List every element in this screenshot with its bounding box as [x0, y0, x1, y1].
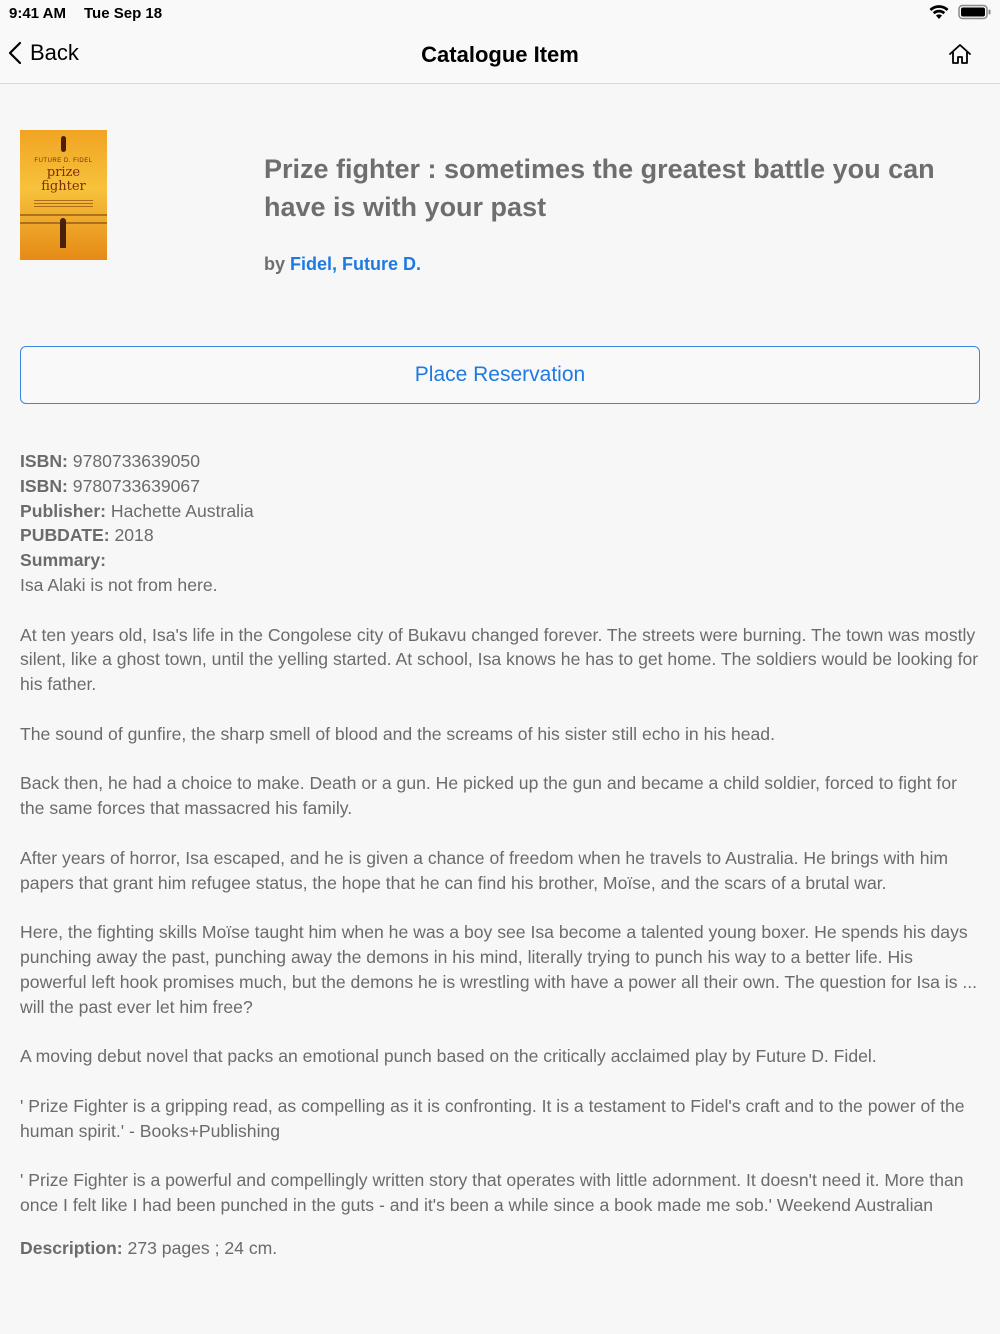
book-title: Prize fighter : sometimes the greatest battle you can have is with your past — [264, 154, 935, 222]
back-label: Back — [30, 40, 79, 65]
battery-icon — [958, 4, 992, 20]
cover-rope — [20, 214, 107, 216]
home-icon — [948, 42, 972, 66]
isbn-value: 9780733639067 — [72, 475, 200, 496]
publisher-value: Hachette Australia — [110, 500, 254, 521]
description-row: Description: 273 pages ; 24 cm. — [20, 1237, 278, 1258]
summary-paragraph: ' Prize Fighter is a powerful and compellingly written story that operates with little adornment. It doesn't need it. More than once I felt like I had been punched in the guts - and it's been a while since a book made me sob.' Weekend Australian — [20, 1170, 964, 1215]
status-bar — [0, 0, 1000, 28]
byline — [264, 254, 421, 275]
item-details — [20, 449, 982, 1261]
description-value: 273 pages ; 24 cm. — [127, 1237, 278, 1258]
summary-paragraph: The sound of gunfire, the sharp smell of blood and the screams of his sister still echo in his head. — [20, 723, 775, 744]
summary-paragraph: At ten years old, Isa's life in the Congolese city of Bukavu changed forever. The streets were burning. The town was mostly silent, like a ghost town, until the yelling started. At school, Isa knows he has to get home. The soldiers would be looking for his father. — [20, 624, 979, 695]
publisher-row: Publisher: Hachette Australia — [20, 500, 254, 521]
pubdate-value: 2018 — [114, 525, 154, 546]
wifi-icon — [928, 4, 950, 20]
cover-figure-top — [61, 136, 66, 152]
place-reservation-button[interactable]: Place Reservation — [20, 346, 980, 404]
status-icons — [928, 4, 992, 20]
cover-blurb — [34, 200, 93, 210]
summary-paragraph: A moving debut novel that packs an emotional punch based on the critically acclaimed play by Future D. Fidel. — [20, 1046, 877, 1067]
by-prefix: by — [264, 254, 286, 274]
pubdate-row: PUBDATE: 2018 — [20, 525, 154, 546]
cover-title: prize fighter — [41, 165, 86, 194]
isbn-row: ISBN: 9780733639067 — [20, 475, 200, 496]
status-time: 9:41 AM — [9, 5, 66, 22]
cover-author: FUTURE D. FIDEL — [34, 158, 93, 164]
summary-paragraph: After years of horror, Isa escaped, and he is given a chance of freedom when he travels to Australia. He brings with him papers that grant him refugee status, the hope that he can find his brother, Moïse, and the scars of a brutal war. — [20, 847, 949, 893]
home-button[interactable] — [948, 42, 972, 71]
book-cover — [20, 130, 107, 260]
isbn-row: ISBN: 9780733639050 — [20, 451, 200, 471]
isbn-value: 9780733639050 — [72, 451, 200, 471]
author-link[interactable]: Fidel, Future D. — [290, 254, 422, 274]
summary-paragraph: Back then, he had a choice to make. Death or a gun. He picked up the gun and became a child soldier, forced to fight for the same forces that massacred his family. — [20, 773, 957, 819]
catalogue-item-content — [0, 84, 1000, 1334]
summary-paragraph: ' Prize Fighter is a gripping read, as compelling as it is confronting. It is a testament to Fidel's craft and to the power of the human spirit.' - Books+Publishing — [20, 1095, 965, 1141]
cover-figure — [60, 218, 66, 248]
status-date: Tue Sep 18 — [84, 5, 163, 22]
summary-paragraph: Isa Alaki is not from here. — [20, 574, 218, 595]
page-title: Catalogue Item — [421, 42, 579, 67]
navigation-bar — [0, 28, 1000, 84]
summary-paragraph: Here, the fighting skills Moïse taught him when he was a boy see Isa become a talented young boxer. He spends his days punching away the past, punching away the demons in his mind, literally trying to punch his way to a better life. His powerful left hook promises much, but the demons he is wrestling with have a power all their own. The question for Isa is ... will the past ever let him free? — [20, 922, 978, 1017]
summary-label: Summary: — [20, 550, 107, 571]
